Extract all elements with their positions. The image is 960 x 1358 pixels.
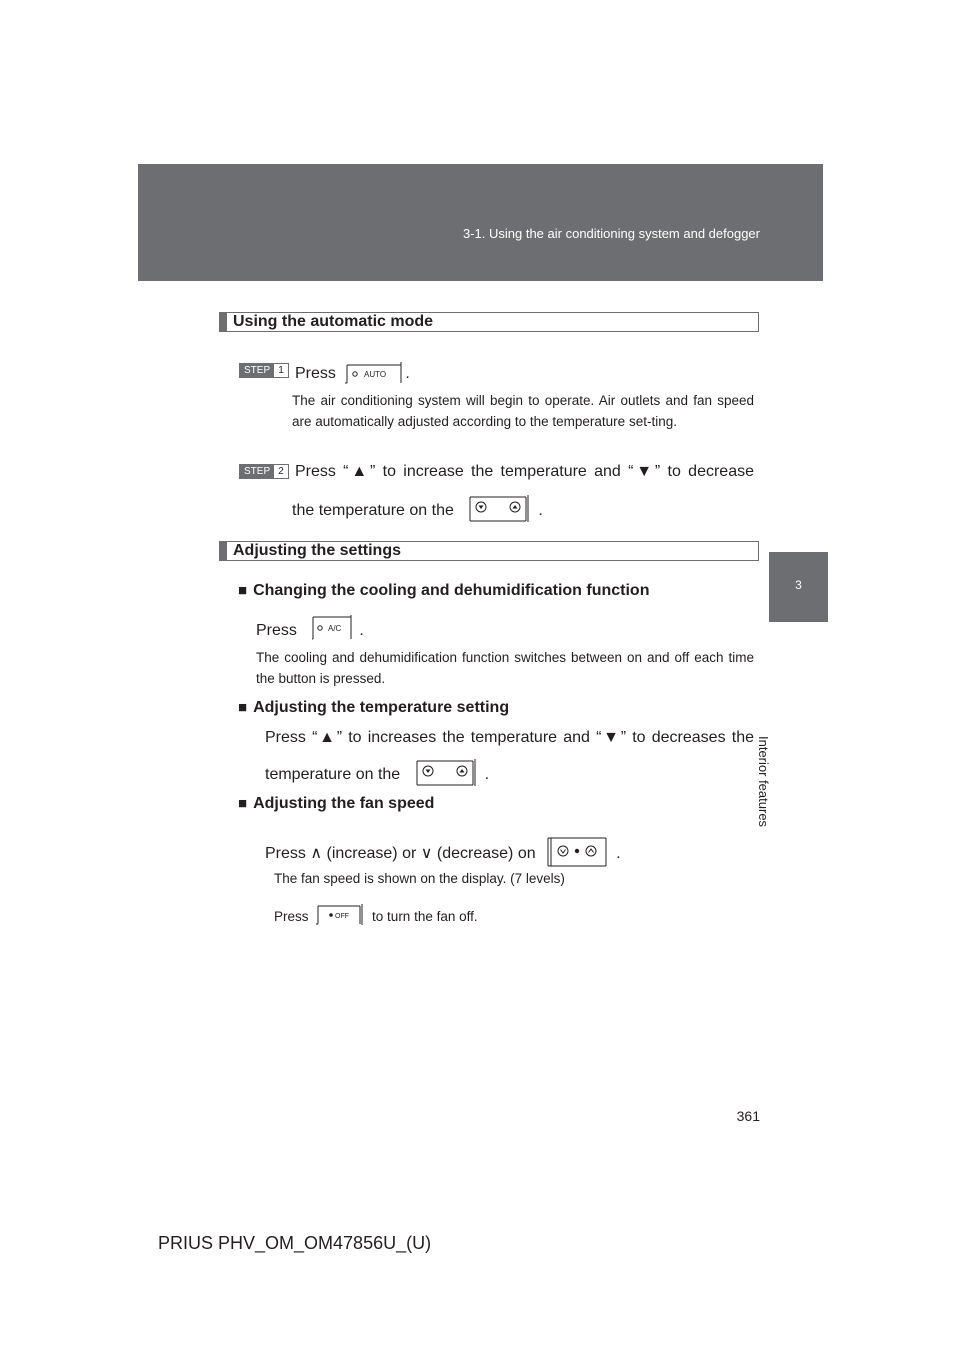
chapter-number: 3 xyxy=(795,578,802,592)
step-2-badge xyxy=(239,464,289,479)
section-heading-settings: Adjusting the settings xyxy=(219,541,759,561)
temperature-line-2-text: temperature on the xyxy=(265,766,401,783)
temperature-heading xyxy=(238,698,509,718)
auto-button-label: AUTO xyxy=(364,370,387,379)
bullet-square: ■ xyxy=(238,699,248,716)
step-word: STEP xyxy=(240,465,274,478)
step-number: 2 xyxy=(278,466,284,477)
step-2-line-2: the temperature on the . xyxy=(292,495,543,523)
cooling-heading xyxy=(238,581,649,601)
temperature-heading-text: Adjusting the temperature setting xyxy=(253,699,510,716)
bullet-square: ■ xyxy=(238,582,248,599)
page-number: 361 xyxy=(736,1108,760,1124)
fan-press-line: Press ∧ (increase) or ∨ (decrease) on . xyxy=(265,836,621,868)
fan-note-levels: The fan speed is shown on the display. (7 levels) xyxy=(274,871,565,886)
fan-heading xyxy=(238,794,434,814)
chapter-label: Interior features xyxy=(756,736,771,828)
fan-note-off xyxy=(274,904,478,928)
cooling-press-line: Press A/C . xyxy=(256,615,364,641)
fan-off-button-icon xyxy=(316,904,364,926)
temperature-dial-icon xyxy=(415,759,477,787)
step-number: 1 xyxy=(278,365,284,376)
header-band xyxy=(138,164,823,281)
fan-off-label: OFF xyxy=(335,913,350,920)
step-1-badge xyxy=(239,363,289,378)
step-2-line-1: Press “▲” to increase the temperature and “▼” to decrease xyxy=(295,463,754,480)
step-1-text: Press AUTO . xyxy=(295,361,410,385)
ac-button-icon xyxy=(311,615,353,641)
temperature-dial-icon xyxy=(468,495,530,523)
press-label: Press xyxy=(274,909,309,924)
section-heading-automatic: Using the automatic mode xyxy=(219,312,759,332)
bullet-square: ■ xyxy=(238,795,248,812)
cooling-note: The cooling and dehumidification function switches between on and off each time the button is pressed. xyxy=(256,650,754,686)
section-header-title: 3-1. Using the air conditioning system and defogger xyxy=(462,226,760,241)
ac-button-label: A/C xyxy=(328,624,342,633)
step-word: STEP xyxy=(240,364,274,377)
step-1-note: The air conditioning system will begin to operate. Air outlets and fan speed are automatically adjusted according to the temperature set-ting. xyxy=(292,393,754,429)
fan-heading-text: Adjusting the fan speed xyxy=(253,795,435,812)
fan-press-text: Press ∧ (increase) or ∨ (decrease) on xyxy=(265,845,536,862)
press-label: Press xyxy=(295,365,336,382)
step-2-line-2-text: the temperature on the xyxy=(292,502,454,519)
auto-button-icon xyxy=(343,361,405,385)
fan-speed-dial-icon xyxy=(546,836,610,868)
temperature-line-2: temperature on the . xyxy=(265,759,489,787)
temperature-line-1: Press “▲” to increases the temperature and “▼” to decreases the xyxy=(265,729,754,746)
cooling-heading-text: Changing the cooling and dehumidification function xyxy=(253,582,650,599)
press-label: Press xyxy=(256,622,297,639)
fan-note-off-rest: to turn the fan off. xyxy=(372,909,478,924)
document-id: PRIUS PHV_OM_OM47856U_(U) xyxy=(158,1233,432,1253)
